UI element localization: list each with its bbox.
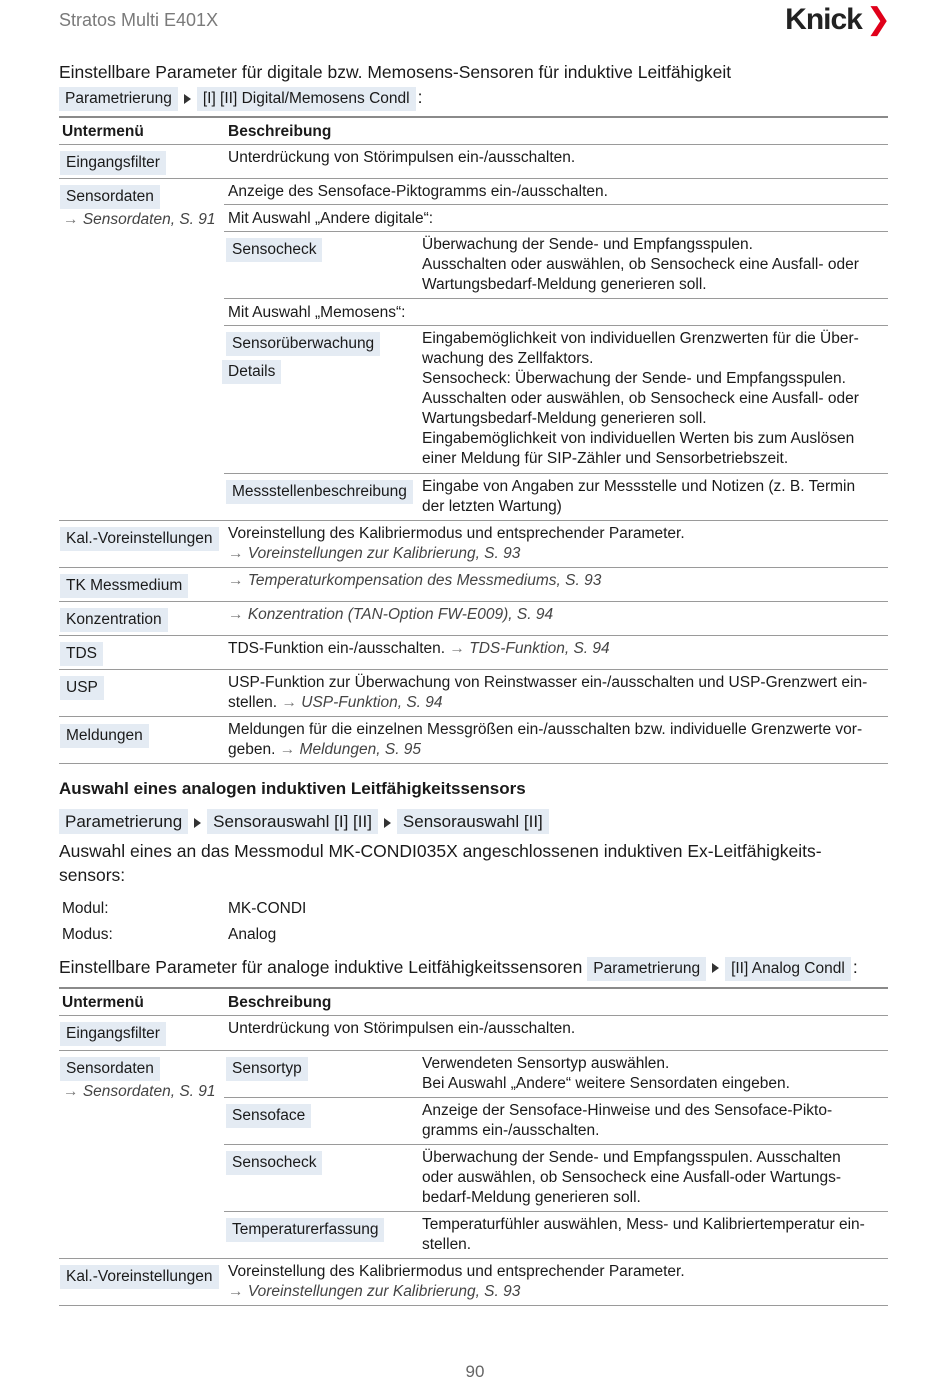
table2-top-rule [59, 987, 888, 989]
menu-details[interactable]: Details [222, 360, 281, 384]
sensordaten-desc: Anzeige des Sensoface-Piktogramms ein-/ausschalten. [228, 183, 608, 200]
kal-ref-text: Voreinstellungen zur Kalibrierung, S. 93 [247, 1283, 521, 1300]
divider [59, 178, 888, 179]
meldungen-desc: Meldungen für die einzelnen Messgrößen ein-/ausschalten bzw. individuelle Grenzwerte vor- geben. → Meldungen, S. 95 [228, 721, 863, 758]
menu-tk-messmedium[interactable]: TK Messmedium [60, 574, 188, 598]
menu-tds[interactable]: TDS [60, 642, 103, 666]
brand-logo [785, 2, 890, 37]
divider [59, 1050, 888, 1051]
crumb-sensorauswahl-i-ii[interactable]: Sensorauswahl [I] [II] [207, 809, 378, 834]
menu-sensorueberwachung[interactable]: Sensorüberwachung [226, 332, 380, 356]
menu-eingangsfilter[interactable]: Eingangsfilter [60, 1022, 166, 1046]
section3-heading: Einstellbare Parameter für analoge induktive Leitfähigkeitssensoren Parametrierung [II] Analog Condl : [59, 955, 858, 981]
divider [224, 204, 888, 205]
menu-sensordaten[interactable]: Sensordaten [60, 1057, 160, 1081]
breadcrumb-arrow-icon [712, 963, 719, 973]
divider [224, 1097, 888, 1098]
modus-value: Analog [228, 926, 277, 943]
usp-ref-text: USP-Funktion, S. 94 [301, 694, 443, 711]
table1-top-rule [59, 116, 888, 118]
divider [59, 601, 888, 602]
kal-desc: Voreinstellung des Kalibriermodus und entsprechender Parameter. [228, 1263, 685, 1280]
andere-digitale-label: Mit Auswahl „Andere digitale“: [228, 210, 434, 227]
usp-ref[interactable] [281, 694, 442, 711]
arrow-icon: → [449, 640, 465, 657]
crumb-parametrierung[interactable]: Parametrierung [587, 957, 706, 981]
kal-ref-text: Voreinstellungen zur Kalibrierung, S. 93 [247, 545, 521, 562]
divider [224, 473, 888, 474]
divider [224, 325, 888, 326]
table1-col-beschreibung: Beschreibung [228, 123, 332, 140]
tk-ref[interactable] [228, 571, 601, 591]
table2-col-untermenu: Untermenü [62, 994, 144, 1011]
divider [59, 1258, 888, 1259]
breadcrumb-arrow-icon [194, 818, 201, 828]
divider [59, 716, 888, 717]
arrow-icon: → [228, 545, 244, 562]
menu-temperaturerfassung[interactable]: Temperaturerfassung [226, 1218, 384, 1242]
crumb-parametrierung[interactable]: Parametrierung [59, 87, 178, 111]
usp-desc: USP-Funktion zur Überwachung von Reinstwasser ein-/ausschalten und USP-Grenzwert ein- stellen. → USP-Funktion, S. 94 [228, 674, 868, 711]
table2-bottom-rule [59, 1305, 888, 1306]
divider [59, 520, 888, 521]
tds-ref-text: TDS-Funktion, S. 94 [469, 640, 610, 657]
section2-breadcrumb [59, 809, 551, 834]
menu-eingangsfilter[interactable]: Eingangsfilter [60, 151, 166, 175]
crumb-colon: : [417, 87, 423, 107]
logo-text: Knick [785, 3, 862, 36]
crumb-digital-condl[interactable]: [I] [II] Digital/Memosens Condl [197, 87, 416, 111]
page-number: 90 [465, 1362, 485, 1381]
section3-breadcrumb [587, 957, 857, 977]
konz-ref-text: Konzentration (TAN-Option FW-E009), S. 94 [247, 606, 554, 623]
divider [224, 298, 888, 299]
sensordaten-ref[interactable] [63, 210, 216, 230]
sensordaten-ref-text: Sensordaten, S. 91 [82, 1083, 216, 1100]
sensordaten-ref[interactable] [63, 1082, 216, 1102]
crumb-colon: : [852, 957, 858, 977]
table1-bottom-rule [59, 763, 888, 764]
messstellen-desc: Eingabe von Angaben zur Messstelle und Notizen (z. B. Termin der letzten Wartung) [422, 478, 856, 515]
divider [224, 1211, 888, 1212]
section1-heading: Einstellbare Parameter für digitale bzw. Memosens-Sensoren für induktive Leitfähigkeit [59, 62, 732, 82]
crumb-analog-condl[interactable]: [II] Analog Condl [725, 957, 851, 981]
kal-ref[interactable] [228, 1282, 520, 1302]
tk-ref-text: Temperaturkompensation des Messmediums, S. 93 [247, 572, 602, 589]
sensoface-desc: Anzeige der Sensoface-Hinweise und des Sensoface-Pikto- gramms ein-/ausschalten. [422, 1102, 833, 1139]
section2-heading: Auswahl eines analogen induktiven Leitfähigkeitssensors [59, 779, 526, 798]
divider [224, 231, 888, 232]
modus-label: Modus: [62, 926, 113, 943]
kal-desc: Voreinstellung des Kalibriermodus und entsprechender Parameter. [228, 525, 685, 542]
divider [59, 144, 888, 145]
menu-kal-voreinstellungen[interactable]: Kal.-Voreinstellungen [60, 527, 219, 551]
section1-breadcrumb [59, 85, 422, 111]
arrow-icon: → [228, 606, 244, 623]
divider [59, 635, 888, 636]
crumb-sensorauswahl-ii[interactable]: Sensorauswahl [II] [397, 809, 549, 834]
menu-messstellenbeschreibung[interactable]: Messstellenbeschreibung [226, 480, 413, 504]
kal-ref[interactable] [228, 544, 520, 564]
table1-col-untermenu: Untermenü [62, 123, 144, 140]
sensocheck-desc: Überwachung der Sende- und Empfangsspulen. Ausschalten oder auswählen, ob Sensocheck eine Ausfall-oder Wartungs- bedarf-Meldung generieren soll. [422, 1149, 842, 1206]
arrow-icon: → [279, 741, 296, 758]
divider [59, 669, 888, 670]
menu-sensocheck[interactable]: Sensocheck [226, 238, 322, 262]
crumb-parametrierung[interactable]: Parametrierung [59, 809, 188, 834]
eingangsfilter-desc: Unterdrückung von Störimpulsen ein-/ausschalten. [228, 149, 576, 166]
eingangsfilter-desc: Unterdrückung von Störimpulsen ein-/ausschalten. [228, 1020, 576, 1037]
arrow-icon: → [228, 572, 244, 589]
table2-col-beschreibung: Beschreibung [228, 994, 332, 1011]
modul-label: Modul: [62, 900, 109, 917]
tds-desc: TDS-Funktion ein-/ausschalten. → TDS-Funktion, S. 94 [228, 640, 610, 657]
menu-sensortyp[interactable]: Sensortyp [226, 1057, 308, 1081]
modul-value: MK-CONDI [228, 900, 307, 917]
meldungen-ref-text: Meldungen, S. 95 [299, 741, 422, 758]
menu-sensoface[interactable]: Sensoface [226, 1104, 311, 1128]
logo-chevron-icon: ❯ [865, 3, 890, 36]
breadcrumb-arrow-icon [184, 94, 191, 104]
menu-kal-voreinstellungen[interactable]: Kal.-Voreinstellungen [60, 1265, 219, 1289]
menu-sensordaten[interactable]: Sensordaten [60, 185, 160, 209]
sensortyp-desc: Verwendeten Sensortyp auswählen. Bei Auswahl „Andere“ weitere Sensordaten eingeben. [422, 1055, 790, 1092]
document-title: Stratos Multi E401X [59, 10, 219, 30]
sensorueberwachung-desc: Eingabemöglichkeit von individuellen Grenzwerten für die Über- wachung des Zellfaktors. Sensocheck: Überwachung der Sende- und Empfangsspulen. Ausschalten oder auswählen, ob Sensocheck eine Ausfall- oder Wartungsbedarf-Meldung generieren soll. Eingabemöglichkeit von individuellen Werten bis zum Auslösen einer Meldung für SIP-Zähler und Sensorbetriebszeit. [422, 330, 859, 467]
section2-intro: Auswahl eines an das Messmodul MK-CONDI035X angeschlossenen induktiven Ex-Leitfähigkeits- sensors: [59, 841, 822, 885]
arrow-icon: → [228, 1283, 244, 1300]
divider [224, 1144, 888, 1145]
divider [59, 1015, 888, 1016]
temperatur-desc: Temperaturfühler auswählen, Mess- und Kalibriertemperatur ein- stellen. [422, 1216, 865, 1253]
konz-ref[interactable] [228, 605, 553, 625]
arrow-icon: → [281, 694, 297, 711]
menu-usp[interactable]: USP [60, 676, 104, 700]
sensordaten-ref-text: Sensordaten, S. 91 [82, 211, 216, 228]
memosens-label: Mit Auswahl „Memosens“: [228, 304, 406, 321]
meldungen-ref[interactable] [280, 741, 421, 758]
arrow-icon: → [63, 1083, 79, 1100]
menu-konzentration[interactable]: Konzentration [60, 608, 168, 632]
sensocheck-desc: Überwachung der Sende- und Empfangsspulen. Ausschalten oder auswählen, ob Sensocheck eine Ausfall- oder Wartungsbedarf-Meldung generieren soll. [422, 236, 859, 293]
tds-ref[interactable] [449, 640, 609, 657]
arrow-icon: → [63, 211, 79, 228]
divider [59, 567, 888, 568]
menu-meldungen[interactable]: Meldungen [60, 724, 149, 748]
breadcrumb-arrow-icon [384, 818, 391, 828]
menu-sensocheck[interactable]: Sensocheck [226, 1151, 322, 1175]
